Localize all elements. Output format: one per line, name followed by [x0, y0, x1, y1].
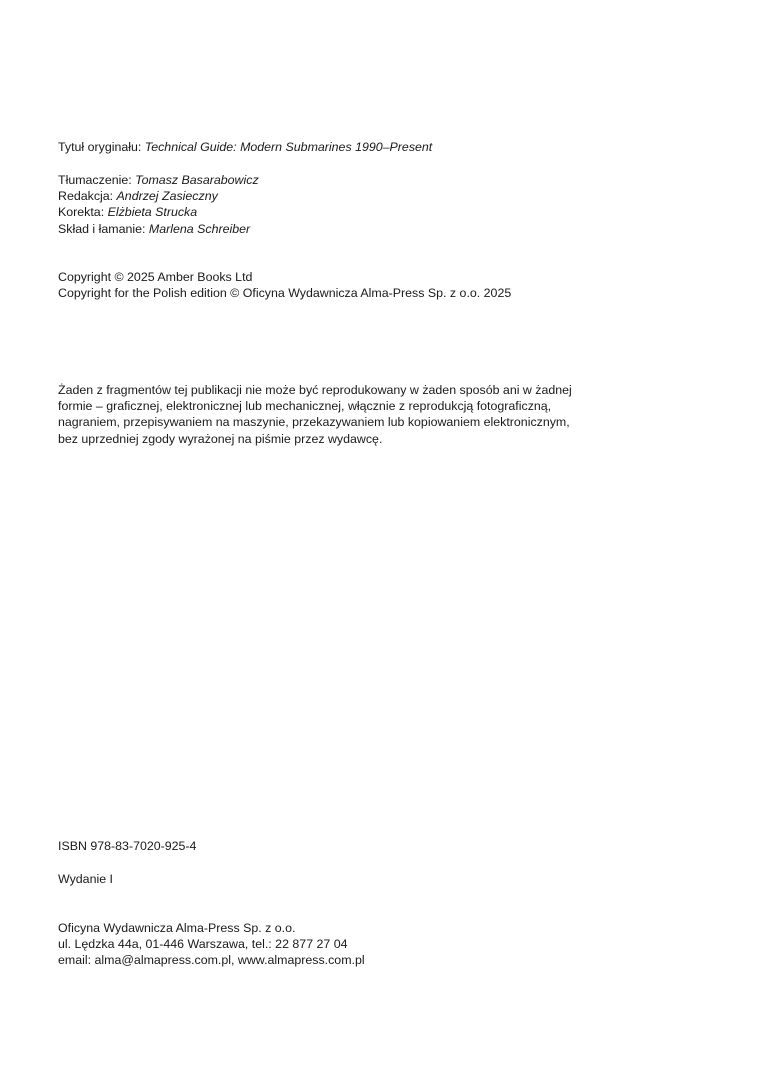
- credit-value: Andrzej Zasieczny: [116, 189, 218, 204]
- publisher-block: [58, 920, 365, 969]
- credit-label: Tłumaczenie:: [58, 173, 136, 187]
- credit-value: Tomasz Basarabowicz: [135, 173, 259, 187]
- rights-notice-line: Żaden z fragmentów tej publikacji nie może być reprodukowany w żaden sposób ani w żadnej: [58, 383, 572, 397]
- edition-block: [58, 871, 113, 887]
- edition: Wydanie I: [58, 872, 113, 886]
- publisher-contact: email: alma@almapress.com.pl, www.almapress.com.pl: [58, 953, 365, 968]
- credit-label: Skład i łamanie:: [58, 221, 149, 236]
- original-title-block: [58, 139, 432, 155]
- publisher-address: ul. Lędzka 44a, 01-446 Warszawa, tel.: 22 877 27 04: [58, 937, 348, 952]
- credit-value: Marlena Schreiber: [148, 221, 251, 236]
- credit-label: Korekta:: [58, 205, 108, 220]
- credit-typesetting: [58, 221, 259, 237]
- credit-editing: [58, 188, 259, 204]
- copyright-line: Copyright for the Polish edition © Oficyna Wydawnicza Alma-Press Sp. z o.o. 2025: [58, 286, 512, 301]
- credit-value: Elżbieta Strucka: [107, 205, 198, 220]
- rights-notice-line: bez uprzedniej zgody wyrażonej na piśmie przez wydawcę.: [58, 431, 383, 446]
- original-title-line: [58, 139, 432, 155]
- original-title-label: Tytuł oryginału:: [58, 140, 145, 154]
- isbn-block: [58, 838, 196, 854]
- credit-proofreading: [58, 204, 259, 220]
- copyright-block: [58, 269, 511, 301]
- original-title-value: Technical Guide: Modern Submarines 1990–Present: [144, 140, 433, 154]
- rights-notice: [58, 382, 572, 447]
- copyright-line: Copyright © 2025 Amber Books Ltd: [58, 270, 253, 284]
- credits-block: [58, 172, 259, 237]
- rights-notice-line: nagraniem, przepisywaniem na maszynie, przekazywaniem lub kopiowaniem elektronicznym,: [58, 415, 570, 430]
- publisher-name: Oficyna Wydawnicza Alma-Press Sp. z o.o.: [58, 921, 296, 935]
- credit-label: Redakcja:: [58, 189, 117, 204]
- isbn: ISBN 978-83-7020-925-4: [58, 839, 197, 853]
- credit-translation: [58, 172, 259, 188]
- rights-notice-line: formie – graficznej, elektronicznej lub mechanicznej, włącznie z reprodukcją fotograficzną,: [58, 399, 552, 414]
